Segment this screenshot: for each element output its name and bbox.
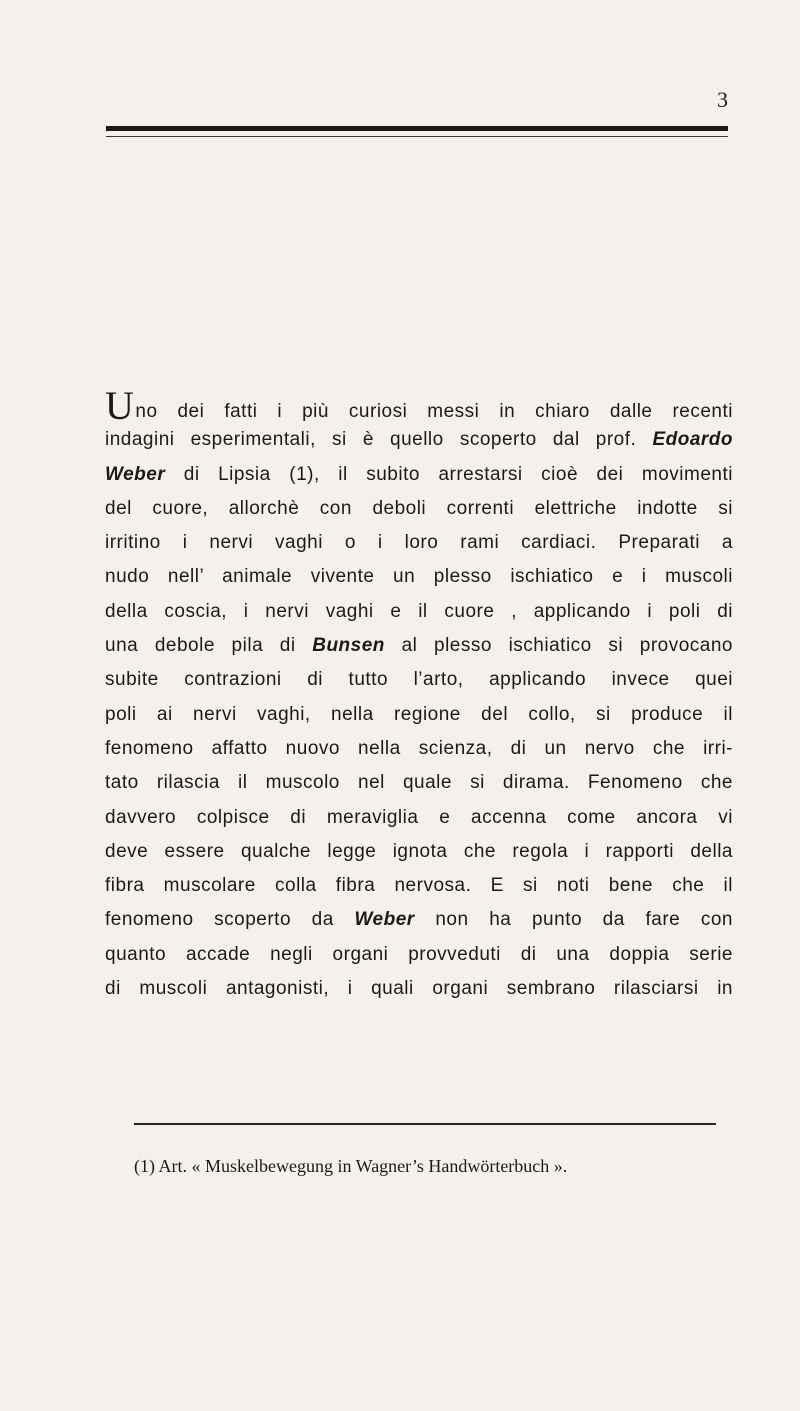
text-line: nudo nell’ animale vivente un plesso ischiatico e i muscoli [105, 566, 733, 588]
text-line [105, 903, 733, 937]
text-line: fenomeno affatto nuovo nella scienza, di un nervo che irri- [105, 737, 733, 759]
text-line [105, 383, 733, 428]
text-line: davvero colpisce di meraviglia e accenna come ancora vi [105, 806, 733, 828]
text-line: subite contrazioni di tutto l’arto, applicando invece quei [105, 669, 733, 691]
line-text: una debole pila di [105, 635, 313, 657]
footnote: (1) Art. « Muskelbewegung in Wagner’s Handwörterbuch ». [134, 1156, 568, 1176]
text-line: tato rilascia il muscolo nel quale si dirama. Fenomeno che [105, 772, 733, 794]
text-line: della coscia, i nervi vaghi e il cuore , applicando i poli di [105, 600, 733, 622]
text-line: fibra muscolare colla fibra nervosa. E si noti bene che il [105, 875, 733, 897]
footnote-rule [134, 1123, 716, 1125]
text-line: quanto accade negli organi provveduti di una doppia serie [105, 943, 733, 965]
author-name: Edoardo [652, 429, 733, 451]
text-line [105, 423, 733, 457]
text-line: poli ai nervi vaghi, nella regione del collo, si produce il [105, 703, 733, 725]
text-line [105, 458, 733, 492]
body-paragraph [105, 383, 733, 1006]
text-line: irritino i nervi vaghi o i loro rami cardiaci. Preparati a [105, 532, 733, 554]
line-text: non ha punto da fare con [414, 909, 733, 931]
text-line: deve essere qualche legge ignota che regola i rapporti della [105, 840, 733, 862]
line-text: no dei fatti i più curiosi messi in chiaro dalle recenti [135, 401, 733, 422]
header-rule-thin [106, 136, 728, 137]
line-text: fenomeno scoperto da [105, 909, 355, 931]
author-name: Weber [354, 909, 415, 931]
scientist-name: Bunsen [312, 635, 385, 657]
header-rule-thick [106, 126, 728, 131]
page-number: 3 [717, 87, 728, 112]
line-text: al plesso ischiatico si provocano [384, 635, 733, 657]
drop-cap: U [105, 383, 135, 428]
text-line: del cuore, allorchè con deboli correnti elettriche indotte si [105, 497, 733, 519]
text-line: di muscoli antagonisti, i quali organi sembrano rilasciarsi in [105, 978, 733, 1000]
line-text: indagini esperimentali, si è quello scoperto dal prof. [105, 429, 653, 451]
text-line [105, 629, 733, 663]
line-text: di Lipsia (1), il subito arrestarsi cioè dei movimenti [165, 463, 733, 485]
author-name: Weber [105, 463, 166, 485]
